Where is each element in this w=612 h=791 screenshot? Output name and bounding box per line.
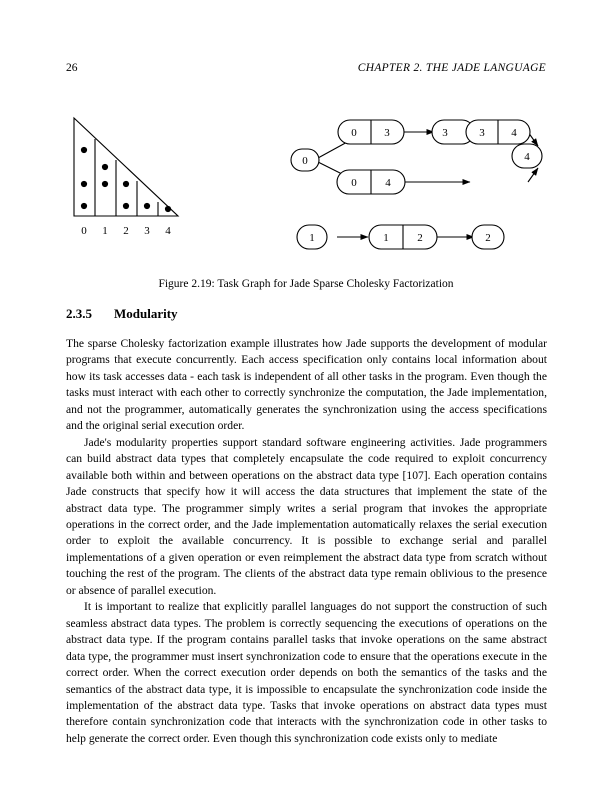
svg-text:3: 3 (442, 127, 448, 139)
paragraph-1: The sparse Cholesky factorization example illustrates how Jade supports the development of modular programs that execute concurrently. Each access specification only contains local information about how its task accesses data - each task is independent of all other tasks in the program. Even though the tasks must interact with each other to correctly synchronize the computation, the Jade implementation, and not the programmer, automatically generates the synchronization using the access specifications and the original serial execution order. (66, 337, 547, 433)
task-graph-nodes (291, 120, 542, 249)
paragraph-3: It is important to realize that explicitly parallel languages do not support the construction of such seamless abstract data types. The problem is correctly sequencing the executions of operations on the abstract data type. If the program contains parallel tasks that invoke operations on the same abstract data type, the programmer must insert synchronization code to ensure that the operations execute in the correct order. When the correct execution order depends on both the semantics of the tasks and the semantics of the abstract data type, it is impossible to encapsulate the synchronization code inside the implementation of the abstract data type. Tasks that invoke operations on abstract data types must therefore contain synchronization code that interacts with the synchronization code in other tasks to help generate the correct order. Even though this synchronization code exists only to mediate (66, 600, 547, 745)
svg-text:4: 4 (511, 127, 517, 139)
axis-label-1: 1 (102, 225, 108, 237)
page-header (66, 62, 546, 80)
svg-text:3: 3 (479, 127, 485, 139)
axis-label-3: 3 (144, 225, 150, 237)
paragraph-2: Jade's modularity properties support standard software engineering activities. Jade programmers can build abstract data types that completely encapsulate the code required to exploit concurrency available both within and between operations on the abstract data type [107]. Each operation contains Jade constructs that specify how it will access the data structures that implement the state of the abstract data type. The programmer simply writes a serial program that invokes the appropriate operations in the correct order, and the Jade implementation automatically relaxes the serial execution order to exploit the available concurrency. It is possible to exchange serial and parallel implementations of a given operation or even reimplement the abstract data type from scratch without touching the rest of the program. The clients of the abstract data type remain oblivious to the presence or absence of parallel execution. (66, 435, 547, 597)
svg-text:0: 0 (351, 177, 357, 189)
svg-text:2: 2 (417, 232, 423, 244)
figure-2-19 (66, 110, 546, 270)
task-graph-figure (66, 110, 546, 270)
svg-text:4: 4 (524, 151, 530, 163)
svg-text:0: 0 (302, 155, 308, 167)
figure-caption: Figure 2.19: Task Graph for Jade Sparse Cholesky Factorization (158, 278, 454, 290)
sparse-matrix-diagram (74, 118, 178, 216)
axis-label-0: 0 (81, 225, 87, 237)
svg-text:1: 1 (309, 232, 315, 244)
body-text (66, 336, 547, 747)
svg-text:4: 4 (385, 177, 391, 189)
svg-text:3: 3 (384, 127, 390, 139)
section-number: 2.3.5 (66, 306, 92, 321)
svg-text:2: 2 (485, 232, 491, 244)
svg-text:0: 0 (351, 127, 357, 139)
axis-label-4: 4 (165, 225, 171, 237)
page-number: 26 (66, 62, 78, 74)
section-title: Modularity (114, 306, 178, 321)
axis-label-2: 2 (123, 225, 129, 237)
section-heading (66, 306, 178, 322)
running-title: CHAPTER 2. THE JADE LANGUAGE (357, 62, 546, 74)
matrix-axis-labels (81, 225, 171, 237)
svg-text:1: 1 (383, 232, 389, 244)
